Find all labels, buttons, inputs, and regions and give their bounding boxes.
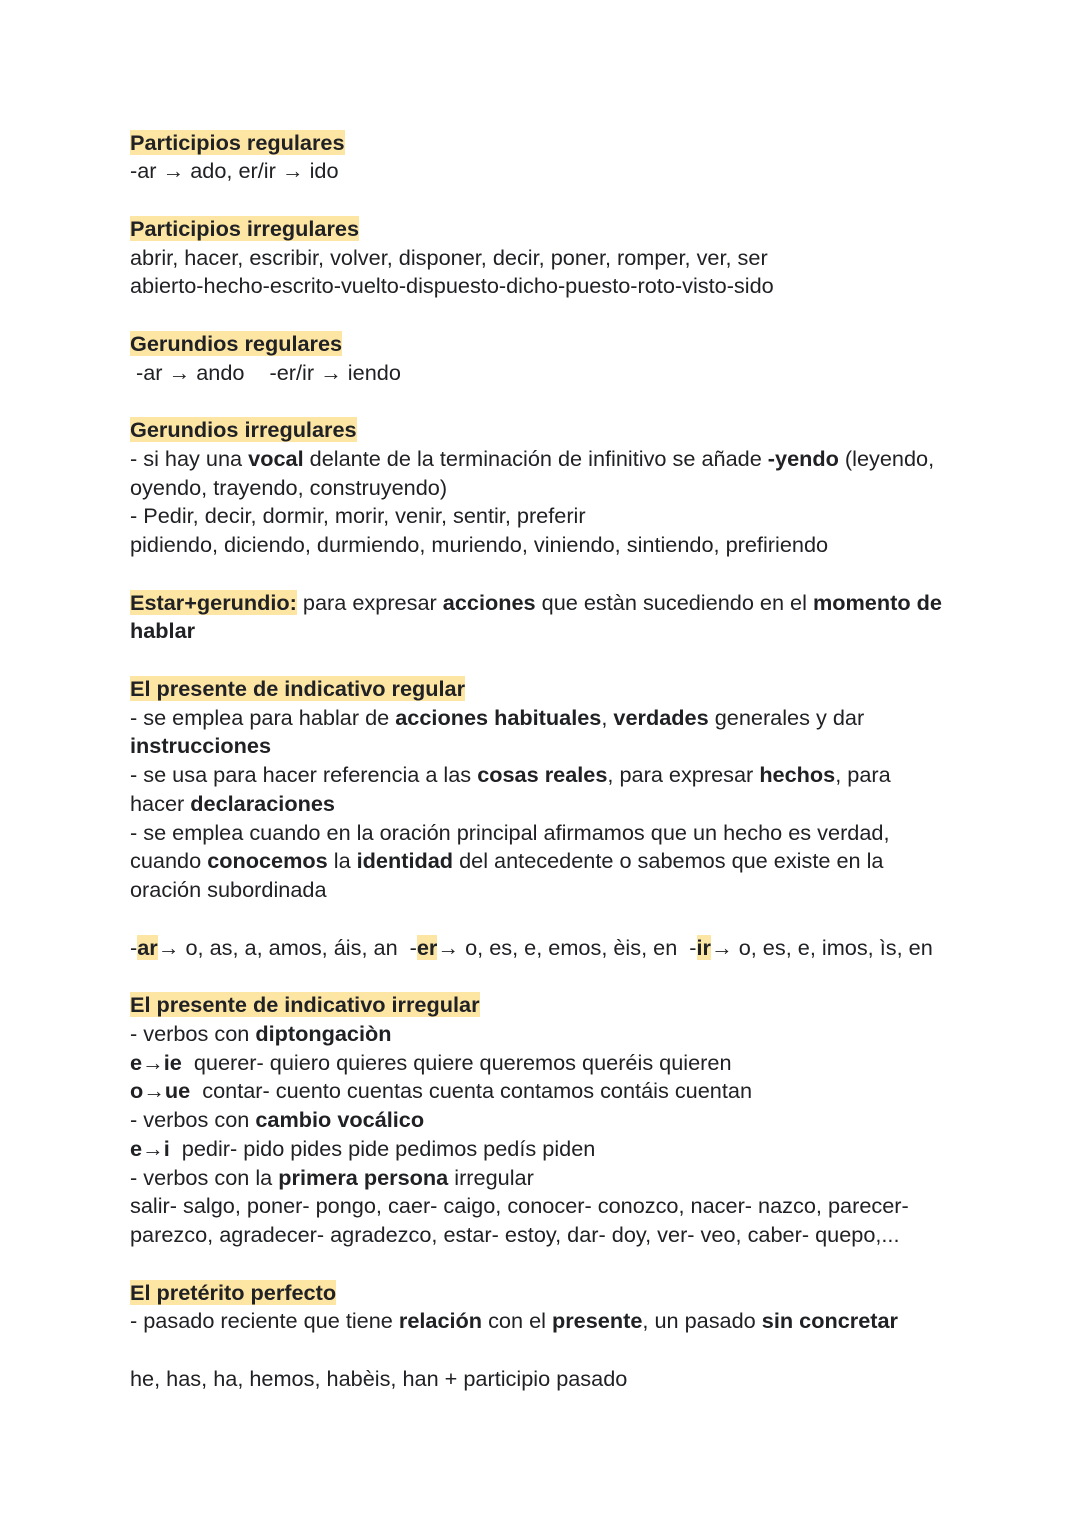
bold-term: acciones habituales: [395, 704, 602, 730]
text-segment: con el: [482, 1308, 552, 1334]
vowel-change-label: e→i: [130, 1135, 170, 1161]
text-segment: - pasado reciente que tiene: [130, 1308, 399, 1334]
text-segment: - verbos con: [130, 1107, 256, 1133]
heading-line: [130, 129, 1030, 158]
text-line: [130, 617, 1030, 646]
text-segment: - verbos con la: [130, 1164, 279, 1190]
heading-line: [130, 1279, 1030, 1308]
text-line: [130, 790, 1030, 819]
bold-term: conocemos: [207, 848, 328, 874]
text-line: [130, 847, 1030, 876]
text-segment: ,: [601, 704, 614, 730]
bold-term: momento de: [812, 589, 942, 615]
text-segment: -: [130, 934, 138, 960]
text-line: [130, 1221, 1030, 1250]
text-segment: , para expresar: [607, 762, 760, 788]
text-segment: oración subordinada: [130, 877, 327, 903]
section-gerundios-regulares: [130, 330, 1030, 388]
conjugation-text: pedir- pido pides pide pedimos pedís piden: [181, 1135, 596, 1161]
bold-term: declaraciones: [190, 790, 335, 816]
bold-term: presente: [551, 1308, 643, 1334]
section-endings: [130, 934, 1030, 963]
endings-line: [130, 934, 1030, 963]
section-heading: Gerundios irregulares: [130, 417, 357, 443]
ending-stem: ir: [696, 934, 711, 960]
text-line: [130, 272, 1030, 301]
text-segment: - si hay una: [130, 445, 249, 471]
bold-term: diptongaciòn: [255, 1020, 392, 1046]
bold-term: primera persona: [278, 1164, 449, 1190]
text-line: [130, 1077, 1030, 1106]
text-line: [130, 445, 1030, 474]
text-line: [130, 589, 1030, 618]
text-line: [130, 1307, 1030, 1336]
text-line: [130, 1049, 1030, 1078]
section-heading: El presente de indicativo irregular: [130, 992, 480, 1018]
section-formula: [130, 1365, 1030, 1394]
gerunds-text: pidiendo, diciendo, durmiendo, muriendo, viniendo, sintiendo, prefiriendo: [130, 532, 829, 558]
conjugation-text: contar- cuento cuentas cuenta contamos contáis cuentan: [202, 1078, 753, 1104]
section-presente-irregular: [130, 991, 1030, 1250]
vowel-change-label: e→ie: [130, 1049, 182, 1075]
text-segment: , para: [835, 762, 891, 788]
section-preterito-perfecto: [130, 1279, 1030, 1337]
text-segment: la: [327, 848, 357, 874]
bold-term: -yendo: [767, 445, 839, 471]
text-line: [130, 157, 1030, 186]
text-line: [130, 1106, 1030, 1135]
text-segment: generales y dar: [708, 704, 865, 730]
heading-line: [130, 675, 1030, 704]
ending-group-ir: [689, 935, 932, 960]
text-line: [130, 474, 1030, 503]
text-line: [130, 502, 1030, 531]
text-segment: - verbos con: [130, 1020, 256, 1046]
section-heading: Participios regulares: [130, 129, 345, 155]
rule-er-ir-text: -er/ir → iendo: [269, 359, 401, 385]
ending-stem: ar: [137, 934, 158, 960]
ending-stem: er: [416, 934, 438, 960]
bold-term: cambio vocálico: [255, 1107, 425, 1133]
bold-term: identidad: [356, 848, 454, 874]
text-segment: - se emplea para hablar de: [130, 704, 396, 730]
ending-group-ar: [130, 935, 398, 960]
text-segment: irregular: [448, 1164, 534, 1190]
section-heading: Estar+gerundio:: [130, 589, 297, 615]
verbs-text: - Pedir, decir, dormir, morir, venir, sentir, preferir: [130, 503, 586, 529]
heading-line: [130, 330, 1030, 359]
text-segment: cuando: [130, 848, 208, 874]
text-line: [130, 761, 1030, 790]
formula-text: he, has, ha, hemos, habèis, han + participio pasado: [130, 1365, 628, 1391]
text-segment: -: [689, 934, 697, 960]
bold-term: sin concretar: [761, 1308, 898, 1334]
text-line: [130, 531, 1030, 560]
text-line: [130, 819, 1030, 848]
bold-term: instrucciones: [130, 733, 272, 759]
examples-text: parezco, agradecer- agradezco, estar- estoy, dar- doy, ver- veo, caber- quepo,...: [130, 1222, 900, 1248]
text-segment: delante de la terminación de infinitivo se añade: [303, 445, 768, 471]
text-line: [130, 244, 1030, 273]
text-line: [130, 732, 1030, 761]
section-participios-irregulares: [130, 215, 1030, 301]
bold-term: relación: [398, 1308, 483, 1334]
text-line: [130, 359, 1030, 388]
heading-line: [130, 215, 1030, 244]
rule-ar-text: -ar → ando: [136, 359, 245, 385]
section-heading: El pretérito perfecto: [130, 1279, 337, 1305]
text-segment: oyendo, trayendo, construyendo): [130, 474, 448, 500]
bold-term: acciones: [442, 589, 536, 615]
ending-forms: → o, es, e, imos, ìs, en: [710, 934, 933, 960]
participles-text: abierto-hecho-escrito-vuelto-dispuesto-dicho-puesto-roto-visto-sido: [130, 273, 774, 299]
infinitives-text: abrir, hacer, escribir, volver, disponer, decir, poner, romper, ver, ser: [130, 244, 768, 270]
rule-text: -ar → ado, er/ir → ido: [130, 158, 339, 184]
section-participios-regulares: [130, 129, 1030, 187]
ending-forms: → o, es, e, emos, èis, en: [437, 934, 678, 960]
text-line: [130, 1192, 1030, 1221]
text-line: [130, 1365, 1030, 1394]
section-heading: Participios irregulares: [130, 215, 360, 241]
text-line: [130, 876, 1030, 905]
text-line: [130, 1164, 1030, 1193]
section-estar-gerundio: [130, 589, 1030, 647]
bold-term: hechos: [759, 762, 836, 788]
text-segment: (leyendo,: [838, 445, 935, 471]
text-segment: que estàn sucediendo en el: [535, 589, 813, 615]
section-heading: El presente de indicativo regular: [130, 675, 466, 701]
bold-term: cosas reales: [477, 762, 608, 788]
examples-text: salir- salgo, poner- pongo, caer- caigo, conocer- conozco, nacer- nazco, parecer-: [130, 1193, 909, 1219]
section-gerundios-irregulares: [130, 416, 1030, 560]
heading-line: [130, 991, 1030, 1020]
section-heading: Gerundios regulares: [130, 330, 343, 356]
ending-forms: → o, as, a, amos, áis, an: [157, 934, 398, 960]
text-line: [130, 1135, 1030, 1164]
text-segment: para expresar: [296, 589, 443, 615]
text-segment: - se emplea cuando en la oración principal afirmamos que un hecho es verdad,: [130, 819, 890, 845]
bold-term: vocal: [248, 445, 304, 471]
text-segment: del antecedente o sabemos que existe en la: [453, 848, 884, 874]
bold-term: hablar: [130, 618, 196, 644]
section-presente-regular: [130, 675, 1030, 905]
document-page: [130, 129, 1030, 1394]
text-line: [130, 1020, 1030, 1049]
conjugation-text: querer- quiero quieres quiere queremos queréis quieren: [193, 1049, 732, 1075]
heading-line: [130, 416, 1030, 445]
text-segment: -: [409, 934, 417, 960]
text-line: [130, 704, 1030, 733]
vowel-change-label: o→ue: [130, 1078, 191, 1104]
text-segment: hacer: [130, 790, 191, 816]
bold-term: verdades: [613, 704, 709, 730]
text-segment: - se usa para hacer referencia a las: [130, 762, 478, 788]
text-segment: , un pasado: [642, 1308, 762, 1334]
ending-group-er: [410, 935, 678, 960]
